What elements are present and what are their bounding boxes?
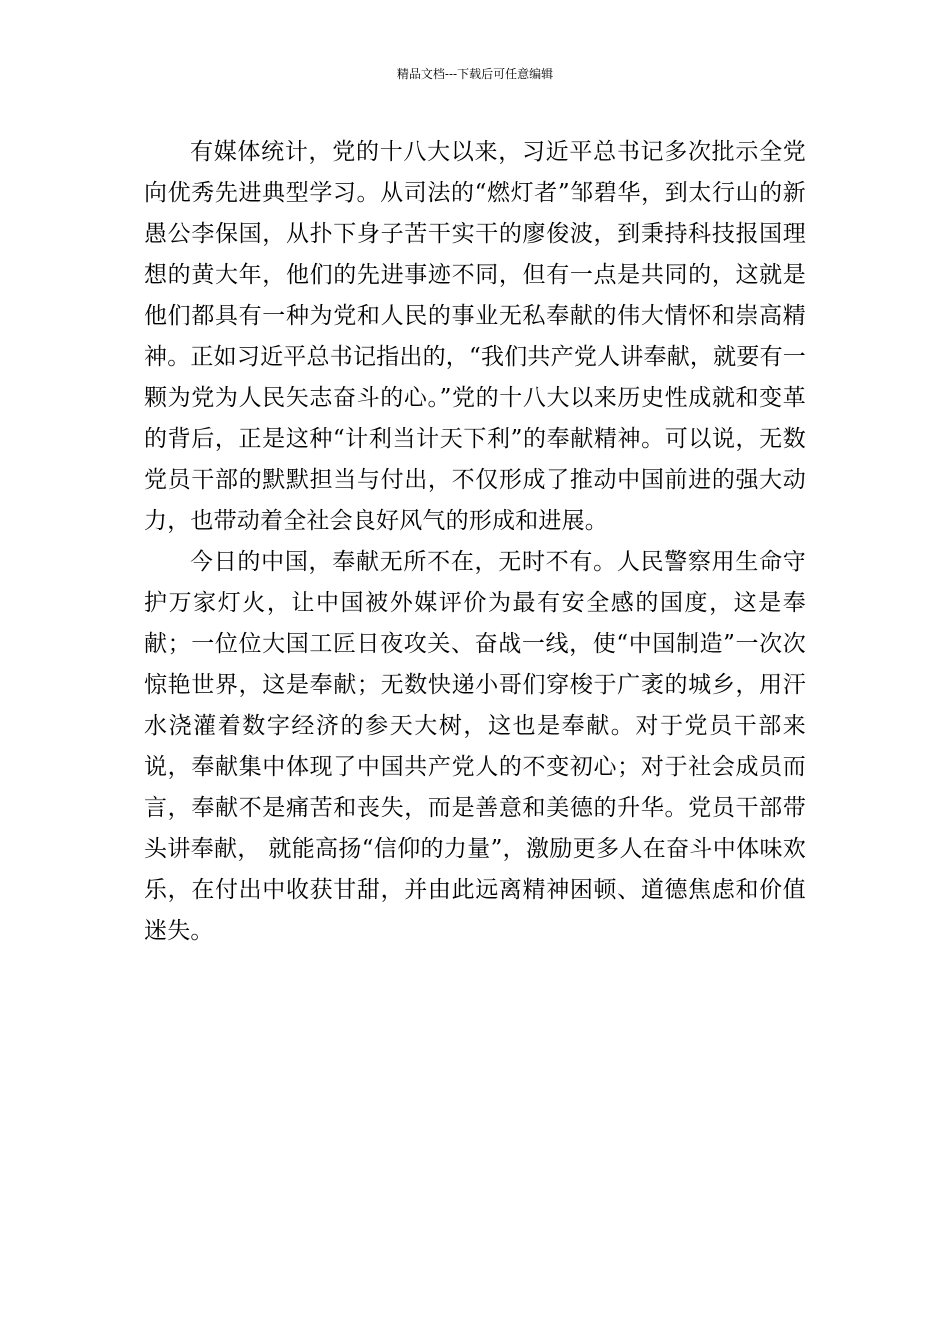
paragraph-2: 今日的中国，奉献无所不在，无时不有。人民警察用生命守护万家灯火，让中国被外媒评价为最有安全感的国度，这是奉献；一位位大国工匠日夜攻关、奋战一线，使“中国制造”一次次惊艳世界，这是奉献；无数快递小哥们穿梭于广袤的城乡，用汗水浇灌着数字经济的参天大树，这也是奉献。对于党员干部来说，奉献集中体现了中国共产党人的不变初心；对于社会成员而言，奉献不是痛苦和丧失，而是善意和美德的升华。党员干部带头讲奉献， 就能高扬“信仰的力量”，激励更多人在奋斗中体味欢乐，在付出中收获甘甜，并由此远离精神困顿、道德焦虑和价值迷失。: [144, 549, 806, 944]
paragraph-1: 有媒体统计，党的十八大以来，习近平总书记多次批示全党向优秀先进典型学习。从司法的“燃灯者”邹碧华，到太行山的新愚公李保国，从扑下身子苦干实干的廖俊波，到秉持科技报国理想的黄大年，他们的先进事迹不同，但有一点是共同的，这就是他们都具有一种为党和人民的事业无私奉献的伟大情怀和崇高精神。正如习近平总书记指出的，“我们共产党人讲奉献，就要有一颗为党为人民矢志奋斗的心。”党的十八大以来历史性成就和变革的背后，正是这种“计利当计天下利”的奉献精神。可以说，无数党员干部的默默担当与付出，不仅形成了推动中国前进的强大动力，也带动着全社会良好风气的形成和进展。: [144, 139, 806, 534]
document-body: [144, 132, 806, 952]
page-header: 精品文档---下载后可任意编辑: [396, 67, 554, 81]
